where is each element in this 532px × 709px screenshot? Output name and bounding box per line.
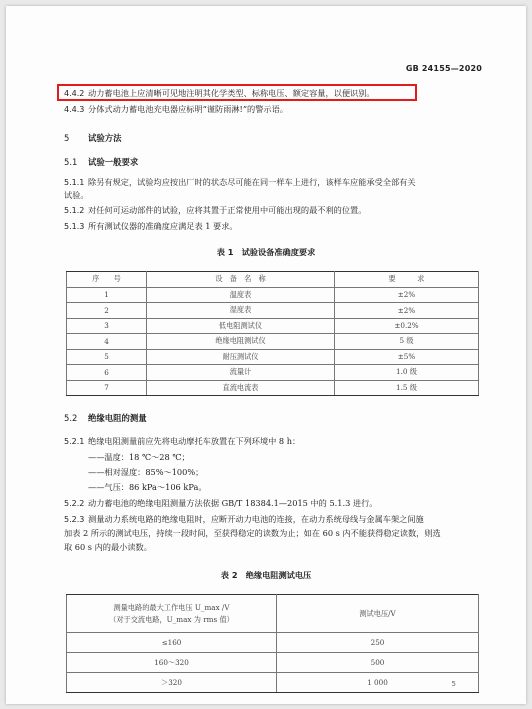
column-header-equipment: 设 备 名 称 [147,272,335,288]
clause-number: 4.4.3 [64,105,85,114]
clause-5-1-2 [64,204,482,217]
clause-number: 5.1.1 [64,178,85,187]
table-row [67,334,479,350]
table-cell: 温度表 [147,287,335,303]
clause-5-1-1 [64,176,482,189]
table-cell: ±0.2% [335,318,479,334]
clause-text: 对任何可运动部件的试验，应将其置于正常使用中可能出现的最不利的位置。 [88,205,367,215]
clause-5-2-3-continuation: 加表 2 所示的测试电压，持续一段时间，至获得稳定的读数为止；如在 60 s 内不能获得稳定读数，则选 [64,528,441,538]
condition-item: ——温度：18 ℃～28 ℃； [88,452,190,462]
section-number: 5.2 [64,413,78,423]
table-cell: 4 [67,334,147,350]
clause-text: 动力蓄电池上应清晰可见地注明其化学类型、标称电压、额定容量，以便识别。 [88,88,375,98]
column-header-test-voltage: 测试电压/V [277,595,479,633]
equipment-accuracy-table [66,271,479,396]
table-cell: 1 000 [277,673,479,693]
table-cell: 5 [67,349,147,365]
table-cell: 250 [277,633,479,653]
table-cell: 绝缘电阻测试仪 [147,334,335,350]
document-page [6,6,526,704]
column-header-number: 序 号 [67,272,147,288]
table-cell: 流量计 [147,365,335,381]
table-cell: 1.0 级 [335,365,479,381]
clause-5-2-3 [64,513,482,526]
table-cell: 160～320 [67,653,277,673]
clause-text: 绝缘电阻测量前应先将电动摩托车放置在下列环境中 8 h： [88,436,301,446]
clause-text: 分体式动力蓄电池充电器应标明“谨防雨淋!”的警示语。 [88,104,288,114]
table-cell: 低电阻测试仪 [147,318,335,334]
column-header-max-voltage [67,595,277,633]
section-title: 试验一般要求 [88,157,139,167]
clause-4-4-2 [64,87,482,100]
table-cell: ±2% [335,303,479,319]
table-cell: 1 [67,287,147,303]
table-cell: 直流电流表 [147,380,335,396]
clause-5-2-1 [64,435,482,448]
clause-number: 4.4.2 [64,89,85,98]
clause-5-2-2 [64,497,482,510]
section-5-1-heading [64,156,138,168]
table-row [67,633,479,653]
clause-5-2-3-continuation: 取 60 s 内的最小读数。 [64,542,152,552]
column-header-requirement: 要 求 [335,272,479,288]
section-number: 5 [64,133,70,143]
clause-number: 5.2.1 [64,437,85,446]
table-row [67,673,479,693]
clause-5-1-1-continuation: 试验。 [64,190,89,200]
table-row [67,318,479,334]
clause-text: 除另有规定，试验均应按出厂时的状态尽可能在同一样车上进行，该样车应能承受全部有关 [88,177,416,187]
clause-4-4-3 [64,103,482,116]
table-cell: ±2% [335,287,479,303]
section-5-2-heading [64,412,147,424]
clause-text: 动力蓄电池的绝缘电阻测量方法依据 GB/T 18384.1—2015 中的 5.1.3 进行。 [88,498,378,508]
header-line: 测量电路的最大工作电压 U_max /V [113,602,230,612]
section-5-heading [64,132,122,144]
table-cell: 2 [67,303,147,319]
clause-number: 5.1.3 [64,222,85,231]
table-cell: ±5% [335,349,479,365]
clause-number: 5.1.2 [64,206,85,215]
table-cell: 湿度表 [147,303,335,319]
clause-5-1-3 [64,220,482,233]
section-number: 5.1 [64,157,78,167]
table-cell: ≤160 [67,633,277,653]
clause-number: 5.2.2 [64,499,85,508]
table-row [67,380,479,396]
table-cell: 500 [277,653,479,673]
table-cell: 5 级 [335,334,479,350]
table-row [67,365,479,381]
table-cell: 6 [67,365,147,381]
section-title: 试验方法 [88,133,122,143]
clause-number: 5.2.3 [64,515,85,524]
table-row [67,653,479,673]
table-cell: 1.5 级 [335,380,479,396]
table-2-caption: 表 2 绝缘电阻测试电压 [220,570,312,580]
table-cell: ＞320 [67,673,277,693]
table-row [67,287,479,303]
table-cell: 7 [67,380,147,396]
table-1-caption: 表 1 试验设备准确度要求 [216,247,316,257]
section-title: 绝缘电阻的测量 [88,413,147,423]
condition-item: ——相对湿度：85%～100%； [88,467,204,477]
table-cell: 耐压测试仪 [147,349,335,365]
table-row [67,349,479,365]
test-voltage-table [66,594,479,693]
clause-text: 测量动力系统电路的绝缘电阻时，应断开动力电池的连接，在动力系统母线与金属车架之间施 [88,514,424,524]
table-cell: 3 [67,318,147,334]
standard-number: GB 24155—2020 [405,64,482,73]
page-number: 5 [451,680,456,688]
condition-item: ——气压：86 kPa～106 kPa。 [88,482,207,492]
header-line: （对于交流电路，U_max 为 rms 值） [109,614,234,624]
table-row [67,303,479,319]
clause-text: 所有测试仪器的准确度应满足表 1 要求。 [88,221,238,231]
